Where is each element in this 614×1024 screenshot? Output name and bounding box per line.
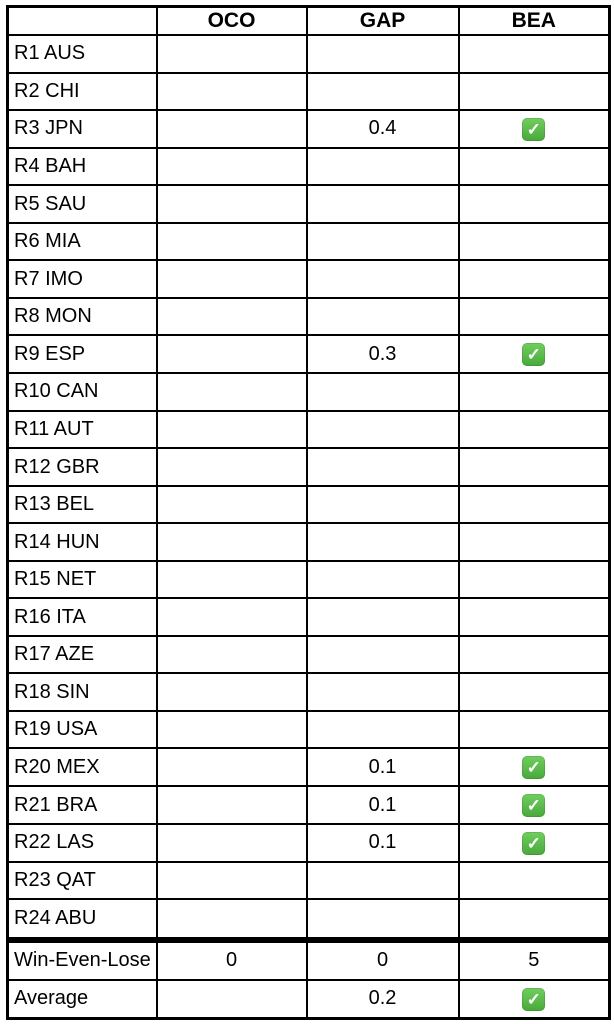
bea-cell — [459, 73, 610, 111]
gap-cell: 0 — [307, 940, 459, 980]
oco-cell — [157, 862, 307, 900]
race-row — [8, 298, 610, 336]
oco-cell — [157, 448, 307, 486]
header-corner-cell — [8, 7, 157, 36]
race-row-label: R16 ITA — [8, 598, 157, 636]
race-row-label: R14 HUN — [8, 523, 157, 561]
race-row — [8, 411, 610, 449]
gap-cell — [307, 373, 459, 411]
oco-cell — [157, 148, 307, 186]
race-row-label: R24 ABU — [8, 899, 157, 939]
header-gap: GAP — [307, 7, 459, 36]
oco-cell — [157, 711, 307, 749]
race-row-label: R2 CHI — [8, 73, 157, 111]
bea-cell — [459, 598, 610, 636]
race-row-label: R11 AUT — [8, 411, 157, 449]
race-row — [8, 110, 610, 148]
race-row — [8, 523, 610, 561]
race-row-label: R13 BEL — [8, 486, 157, 524]
summary-row — [8, 980, 610, 1019]
bea-cell — [459, 486, 610, 524]
check-icon: ✓ — [522, 118, 545, 141]
race-row — [8, 223, 610, 261]
bea-cell — [459, 862, 610, 900]
gap-cell — [307, 899, 459, 939]
bea-cell — [459, 411, 610, 449]
header-oco: OCO — [157, 7, 307, 36]
gap-cell — [307, 35, 459, 73]
race-row-label: R4 BAH — [8, 148, 157, 186]
oco-cell — [157, 598, 307, 636]
race-row — [8, 636, 610, 674]
gap-cell — [307, 448, 459, 486]
oco-cell — [157, 748, 307, 786]
oco-cell: 0 — [157, 940, 307, 980]
race-row-label: R15 NET — [8, 561, 157, 599]
race-row — [8, 711, 610, 749]
gap-cell — [307, 486, 459, 524]
gap-cell — [307, 862, 459, 900]
race-row-label: R23 QAT — [8, 862, 157, 900]
gap-cell — [307, 598, 459, 636]
bea-cell — [459, 636, 610, 674]
bea-cell — [459, 673, 610, 711]
race-row — [8, 185, 610, 223]
gap-cell — [307, 711, 459, 749]
oco-cell — [157, 223, 307, 261]
race-row-label: R19 USA — [8, 711, 157, 749]
bea-cell — [459, 185, 610, 223]
gap-cell — [307, 411, 459, 449]
gap-cell: 0.1 — [307, 824, 459, 862]
oco-cell — [157, 561, 307, 599]
gap-cell — [307, 185, 459, 223]
results-table — [6, 5, 611, 1020]
gap-cell: 0.3 — [307, 335, 459, 373]
race-row — [8, 824, 610, 862]
header-row — [8, 7, 610, 36]
race-row — [8, 748, 610, 786]
summary-row — [8, 940, 610, 980]
gap-cell — [307, 523, 459, 561]
oco-cell — [157, 110, 307, 148]
bea-cell — [459, 335, 610, 373]
race-row — [8, 899, 610, 939]
gap-cell — [307, 298, 459, 336]
race-row-label: R3 JPN — [8, 110, 157, 148]
summary-row-label: Win-Even-Lose — [8, 940, 157, 980]
race-row-label: R9 ESP — [8, 335, 157, 373]
gap-cell: 0.2 — [307, 980, 459, 1019]
bea-cell — [459, 561, 610, 599]
gap-cell: 0.1 — [307, 786, 459, 824]
oco-cell — [157, 786, 307, 824]
bea-cell — [459, 711, 610, 749]
race-row — [8, 373, 610, 411]
bea-cell — [459, 373, 610, 411]
race-row-label: R8 MON — [8, 298, 157, 336]
bea-cell — [459, 110, 610, 148]
race-row-label: R1 AUS — [8, 35, 157, 73]
bea-cell — [459, 260, 610, 298]
oco-cell — [157, 298, 307, 336]
bea-cell: 5 — [459, 940, 610, 980]
check-icon: ✓ — [522, 794, 545, 817]
race-row — [8, 786, 610, 824]
summary-row-label: Average — [8, 980, 157, 1019]
gap-cell — [307, 561, 459, 599]
race-row-label: R6 MIA — [8, 223, 157, 261]
check-icon: ✓ — [522, 756, 545, 779]
race-row — [8, 35, 610, 73]
race-row-label: R18 SIN — [8, 673, 157, 711]
race-row — [8, 561, 610, 599]
oco-cell — [157, 523, 307, 561]
race-rows — [8, 35, 610, 940]
oco-cell — [157, 185, 307, 223]
race-row-label: R21 BRA — [8, 786, 157, 824]
oco-cell — [157, 335, 307, 373]
race-row-label: R7 IMO — [8, 260, 157, 298]
bea-cell — [459, 748, 610, 786]
oco-cell — [157, 411, 307, 449]
bea-cell — [459, 448, 610, 486]
oco-cell — [157, 824, 307, 862]
bea-cell — [459, 223, 610, 261]
gap-cell — [307, 148, 459, 186]
race-row-label: R17 AZE — [8, 636, 157, 674]
oco-cell — [157, 899, 307, 939]
gap-cell: 0.4 — [307, 110, 459, 148]
bea-cell — [459, 786, 610, 824]
race-row — [8, 486, 610, 524]
check-icon: ✓ — [522, 988, 545, 1011]
race-row-label: R12 GBR — [8, 448, 157, 486]
race-row — [8, 148, 610, 186]
gap-cell — [307, 223, 459, 261]
race-row-label: R10 CAN — [8, 373, 157, 411]
bea-cell — [459, 523, 610, 561]
bea-cell — [459, 899, 610, 939]
oco-cell — [157, 373, 307, 411]
gap-cell: 0.1 — [307, 748, 459, 786]
race-row — [8, 673, 610, 711]
check-icon: ✓ — [522, 343, 545, 366]
bea-cell — [459, 824, 610, 862]
bea-cell — [459, 148, 610, 186]
race-row — [8, 448, 610, 486]
race-row-label: R5 SAU — [8, 185, 157, 223]
race-row — [8, 862, 610, 900]
oco-cell — [157, 260, 307, 298]
summary-rows — [8, 940, 610, 1019]
oco-cell — [157, 35, 307, 73]
gap-cell — [307, 73, 459, 111]
race-row — [8, 260, 610, 298]
header-bea: BEA — [459, 7, 610, 36]
bea-cell — [459, 980, 610, 1019]
oco-cell — [157, 73, 307, 111]
race-row — [8, 598, 610, 636]
check-icon: ✓ — [522, 832, 545, 855]
gap-cell — [307, 636, 459, 674]
oco-cell — [157, 486, 307, 524]
oco-cell — [157, 636, 307, 674]
bea-cell — [459, 35, 610, 73]
oco-cell — [157, 980, 307, 1019]
race-row — [8, 335, 610, 373]
gap-cell — [307, 260, 459, 298]
bea-cell — [459, 298, 610, 336]
race-row-label: R20 MEX — [8, 748, 157, 786]
oco-cell — [157, 673, 307, 711]
gap-cell — [307, 673, 459, 711]
race-row-label: R22 LAS — [8, 824, 157, 862]
race-row — [8, 73, 610, 111]
